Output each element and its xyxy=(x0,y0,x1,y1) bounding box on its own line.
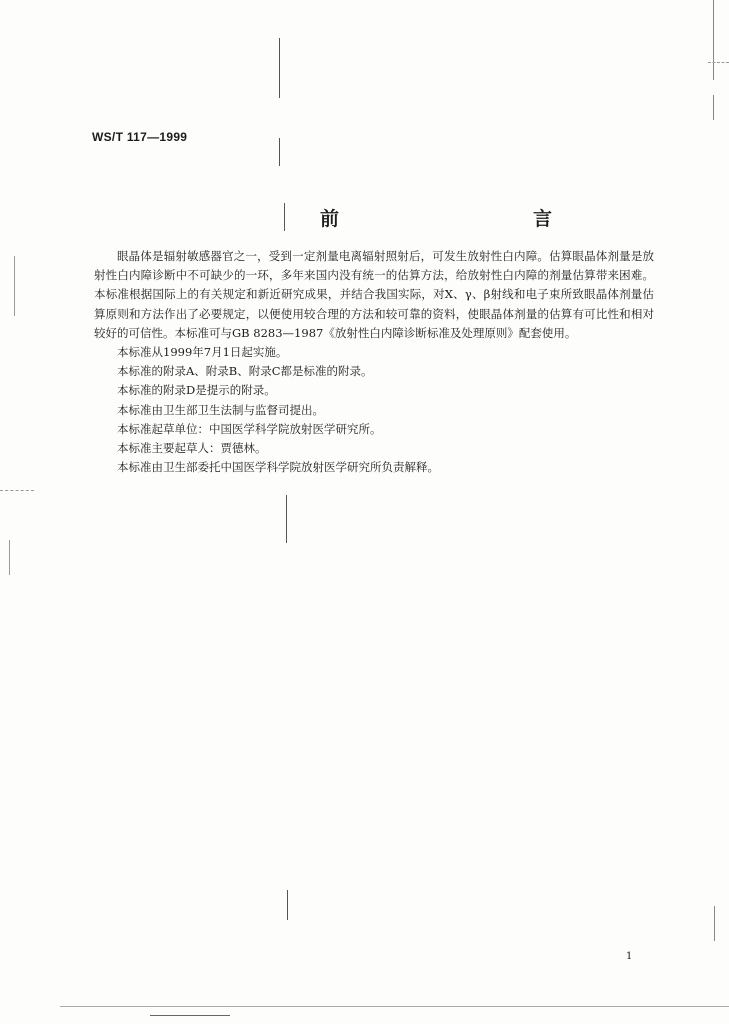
scan-line xyxy=(286,495,287,543)
scan-line xyxy=(708,62,729,64)
page-number: 1 xyxy=(626,951,633,962)
scan-line xyxy=(713,95,714,120)
paragraph: 本标准的附录A、附录B、附录C都是标准的附录。 xyxy=(117,364,373,379)
scan-line xyxy=(279,38,280,98)
paragraph: 本标准由卫生部卫生法制与监督司提出。 xyxy=(117,402,324,417)
scan-line xyxy=(284,203,285,231)
scan-line xyxy=(14,256,15,316)
page-title: 前 言 xyxy=(320,208,605,230)
scan-line xyxy=(713,0,714,80)
scan-line xyxy=(287,890,288,920)
scan-line xyxy=(279,138,280,166)
paragraph: 本标准从1999年7月1日起实施。 xyxy=(117,345,288,360)
standard-code: WS/T 117—1999 xyxy=(92,130,188,144)
paragraph: 眼晶体是辐射敏感器官之一，受到一定剂量电离辐射照射后，可发生放射性白内障。估算眼晶体剂量是放射性白内障诊断中不可缺少的一环，多年来国内没有统一的估算方法，给放射性白内障的剂量估算带来困难。本标准根据国际上的有关规定和新近研究成果，并结合我国实际，对X、γ、β射线和电子束所致眼晶体剂量估算原则和方法作出了必要规定，以便使用较合理的方法和较可靠的资料，使眼晶体剂量的估算有可比性和相对较好的可信性。本标准可与GB 8283—1987《放射性白内障诊断标准及处理原则》配套使用。 xyxy=(94,249,654,340)
scan-line xyxy=(714,906,715,941)
paragraph: 本标准主要起草人：贾德林。 xyxy=(117,441,267,456)
scan-line xyxy=(0,490,34,492)
scan-line xyxy=(60,1006,729,1007)
foreword-body xyxy=(94,247,654,477)
paragraph: 本标准起草单位：中国医学科学院放射医学研究所。 xyxy=(117,421,382,436)
paragraph: 本标准由卫生部委托中国医学科学院放射医学研究所负责解释。 xyxy=(117,460,439,475)
scan-line xyxy=(150,1015,230,1016)
scan-line xyxy=(9,540,10,575)
paragraph: 本标准的附录D是提示的附录。 xyxy=(117,383,276,398)
